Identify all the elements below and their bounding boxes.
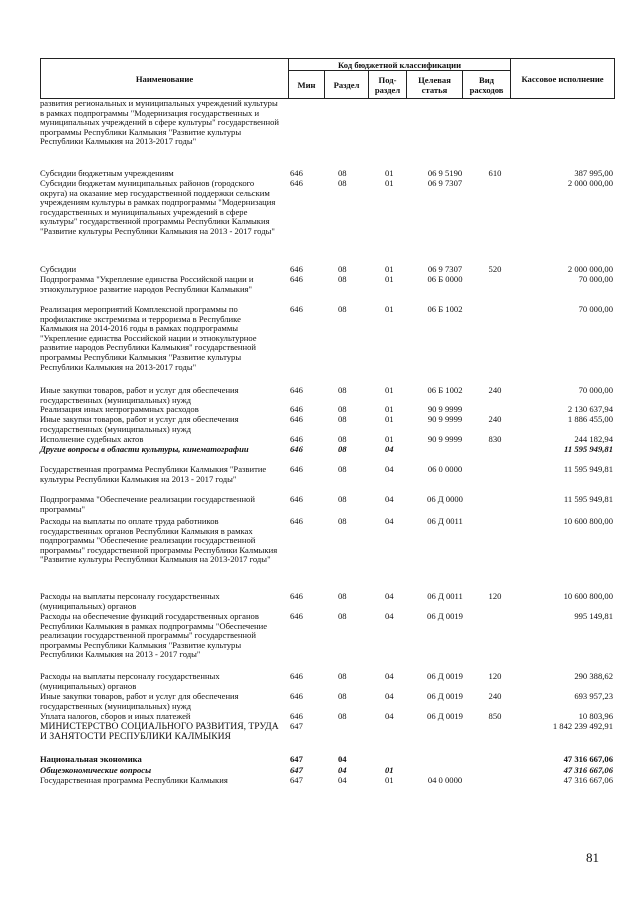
- cell-sum: 70 000,00: [578, 274, 613, 284]
- cell-podrazdel: 01: [385, 404, 394, 414]
- cell-celevaya: 90 9 9999: [427, 404, 463, 414]
- cell-razdel: 08: [338, 611, 347, 621]
- cell-min: 646: [290, 385, 303, 395]
- cell-min: 646: [290, 464, 303, 474]
- header-name: Наименование: [41, 59, 289, 99]
- cell-sum: 2 000 000,00: [567, 178, 613, 188]
- cell-razdel: 08: [338, 385, 347, 395]
- cell-name: МИНИСТЕРСТВО СОЦИАЛЬНОГО РАЗВИТИЯ, ТРУДА И ЗАНЯТОСТИ РЕСПУБЛИКИ КАЛМЫКИЯ: [40, 721, 279, 742]
- cell-sum: 244 182,94: [574, 434, 613, 444]
- cell-razdel: 08: [338, 671, 347, 681]
- cell-vid: 610: [488, 168, 502, 178]
- cell-name: развития региональных и муниципальных учреждений культуры в рамках подпрограммы "Модернизация государственных и муниципальных учреждений в сфере культуры" государственной программы Республики Калмыкия "Развитие культуры Республики Калмыкия на 2013-2017 годы": [40, 98, 279, 147]
- cell-min: 646: [290, 404, 303, 414]
- header-razdel: Раздел: [325, 71, 369, 99]
- cell-razdel: 08: [338, 434, 347, 444]
- cell-name: Субсидии: [40, 264, 77, 274]
- cell-celevaya: 06 Б 0000: [427, 274, 463, 284]
- cell-name: Подпрограмма "Обеспечение реализации государственной программы": [40, 494, 255, 514]
- cell-name: Государственная программа Республики Калмыкия "Развитие культуры Республики Калмыкия на 2013 - 2017 годы": [40, 464, 267, 484]
- cell-razdel: 08: [338, 264, 347, 274]
- cell-name: Субсидии бюджетным учреждениям: [40, 168, 174, 178]
- cell-min: 646: [290, 434, 303, 444]
- cell-podrazdel: 04: [385, 711, 394, 721]
- cell-vid: 520: [488, 264, 502, 274]
- cell-name: Исполнение судебных актов: [40, 434, 144, 444]
- cell-podrazdel: 01: [385, 168, 394, 178]
- cell-podrazdel: 01: [385, 434, 394, 444]
- cell-celevaya: 06 9 5190: [427, 168, 463, 178]
- header-min: Мин: [289, 71, 325, 99]
- cell-min: 646: [290, 494, 303, 504]
- cell-podrazdel: 01: [385, 385, 394, 395]
- cell-podrazdel: 04: [385, 671, 394, 681]
- cell-name: Расходы на выплаты персоналу государственных (муниципальных) органов: [40, 671, 220, 691]
- cell-min: 646: [290, 304, 303, 314]
- cell-min: 646: [290, 274, 303, 284]
- cell-sum: 290 388,62: [574, 671, 613, 681]
- cell-sum: 47 316 667,06: [563, 765, 613, 775]
- cell-podrazdel: 04: [385, 464, 394, 474]
- cell-sum: 693 957,23: [574, 691, 613, 701]
- cell-min: 646: [290, 711, 303, 721]
- cell-name: Расходы на обеспечение функций государственных органов Республики Калмыкия в рамках подпрограммы "Обеспечение реализации государственной программы" государственной программы Республики Калмыкия "Развитие культуры Республики Калмыкия на 2013 - 2017 годы": [40, 611, 268, 660]
- cell-sum: 387 995,00: [574, 168, 613, 178]
- cell-podrazdel: 04: [385, 516, 394, 526]
- cell-razdel: 08: [338, 414, 347, 424]
- cell-min: 647: [290, 721, 303, 731]
- cell-min: 646: [290, 691, 303, 701]
- cell-sum: 10 600 800,00: [563, 516, 613, 526]
- cell-vid: 120: [488, 591, 502, 601]
- cell-name: Уплата налогов, сборов и иных платежей: [40, 711, 191, 721]
- header-kassovoe: Кассовое исполнение: [511, 59, 615, 99]
- cell-razdel: 08: [338, 274, 347, 284]
- cell-razdel: 08: [338, 178, 347, 188]
- cell-min: 647: [290, 754, 303, 764]
- cell-sum: 47 316 667,06: [563, 775, 613, 785]
- cell-celevaya: 06 Д 0011: [427, 591, 463, 601]
- cell-sum: 1 886 455,00: [567, 414, 613, 424]
- header-celevaya: Целевая статья: [407, 71, 463, 99]
- cell-sum: 70 000,00: [578, 304, 613, 314]
- cell-name: Другие вопросы в области культуры, кинематографии: [40, 444, 249, 454]
- cell-sum: 11 595 949,81: [563, 464, 613, 474]
- cell-celevaya: 06 9 7307: [427, 264, 463, 274]
- cell-name: Общеэкономические вопросы: [40, 765, 152, 775]
- cell-sum: 2 000 000,00: [567, 264, 613, 274]
- cell-celevaya: 06 Д 0019: [427, 711, 463, 721]
- cell-vid: 830: [488, 434, 502, 444]
- cell-celevaya: 06 Б 1002: [427, 304, 463, 314]
- cell-name: Национальная экономика: [40, 754, 142, 764]
- cell-min: 646: [290, 264, 303, 274]
- cell-celevaya: 06 Д 0000: [427, 494, 463, 504]
- cell-min: 646: [290, 591, 303, 601]
- header-podrazdel: Под-раздел: [369, 71, 407, 99]
- cell-celevaya: 06 Д 0019: [427, 671, 463, 681]
- cell-celevaya: 06 Д 0019: [427, 611, 463, 621]
- cell-razdel: 08: [338, 691, 347, 701]
- cell-celevaya: 06 Д 0011: [427, 516, 463, 526]
- cell-name: Расходы на выплаты персоналу государственных (муниципальных) органов: [40, 591, 220, 611]
- cell-vid: 240: [488, 691, 502, 701]
- cell-min: 646: [290, 671, 303, 681]
- cell-min: 646: [290, 414, 303, 424]
- cell-name: Субсидии бюджетам муниципальных районов (городского округа) на оказание мер государственной поддержки сельским учреждениям культуры в рамках подпрограммы "Модернизация государственных и муниципальных учреждений в сфере культуры" государственной программы Республики Калмыкия "Развитие культуры Республики Калмыкия на 2013 - 2017 годы": [40, 178, 276, 236]
- cell-celevaya: 04 0 0000: [427, 775, 463, 785]
- cell-name: Иные закупки товаров, работ и услуг для обеспечения государственных (муниципальных) нужд: [40, 385, 239, 405]
- cell-sum: 11 595 949,81: [563, 494, 613, 504]
- cell-razdel: 04: [338, 754, 347, 764]
- cell-razdel: 08: [338, 444, 347, 454]
- cell-podrazdel: 01: [385, 775, 394, 785]
- header-vid: Вид расходов: [463, 71, 511, 99]
- cell-min: 646: [290, 516, 303, 526]
- cell-sum: 10 600 800,00: [563, 591, 613, 601]
- cell-sum: 1 842 239 492,91: [552, 721, 613, 731]
- cell-podrazdel: 04: [385, 611, 394, 621]
- cell-celevaya: 06 0 0000: [427, 464, 463, 474]
- cell-vid: 850: [488, 711, 502, 721]
- cell-sum: 10 803,96: [578, 711, 613, 721]
- cell-podrazdel: 01: [385, 414, 394, 424]
- cell-celevaya: 90 9 9999: [427, 434, 463, 444]
- cell-celevaya: 90 9 9999: [427, 414, 463, 424]
- cell-sum: 2 130 637,94: [567, 404, 613, 414]
- cell-sum: 47 316 667,06: [563, 754, 613, 764]
- cell-min: 646: [290, 178, 303, 188]
- cell-podrazdel: 01: [385, 264, 394, 274]
- cell-sum: 70 000,00: [578, 385, 613, 395]
- cell-razdel: 04: [338, 765, 347, 775]
- cell-min: 646: [290, 611, 303, 621]
- cell-razdel: 08: [338, 711, 347, 721]
- cell-razdel: 08: [338, 464, 347, 474]
- page-number: 81: [586, 850, 599, 865]
- cell-razdel: 08: [338, 404, 347, 414]
- cell-name: Реализация иных непрограммных расходов: [40, 404, 199, 414]
- cell-podrazdel: 01: [385, 178, 394, 188]
- cell-name: Расходы на выплаты по оплате труда работников государственных органов Республики Калмыкия в рамках подпрограммы "Обеспечение реализации государственной программы" государственной программы Республики Калмыкия "Развитие культуры Республики Калмыкия на 2013-2017 годы": [40, 516, 278, 565]
- cell-razdel: 04: [338, 775, 347, 785]
- cell-sum: 11 595 949,81: [564, 444, 613, 454]
- cell-name: Подпрограмма "Укрепление единства Российской нации и этнокультурное развитие народов Республики Калмыкия": [40, 274, 254, 294]
- table-header: [40, 58, 615, 99]
- cell-name: Реализация мероприятий Комплексной программы по профилактике экстремизма и терроризма в Республике Калмыкия на 2014-2016 годы в рамках подпрограммы "Укрепление единства Российской нации и этнокультурное развитие народов Республики Калмыкия" государственной программы Республики Калмыкия "Развитие культуры Республики Калмыкия на 2013-2017 годы": [40, 304, 257, 372]
- cell-razdel: 08: [338, 304, 347, 314]
- cell-min: 646: [290, 444, 303, 454]
- cell-min: 647: [290, 775, 303, 785]
- budget-table: [40, 58, 614, 785]
- cell-podrazdel: 01: [385, 765, 394, 775]
- cell-podrazdel: 04: [385, 591, 394, 601]
- cell-celevaya: 06 Б 1002: [427, 385, 463, 395]
- cell-name: Иные закупки товаров, работ и услуг для обеспечения государственных (муниципальных) нужд: [40, 691, 239, 711]
- cell-vid: 120: [488, 671, 502, 681]
- cell-name: Государственная программа Республики Калмыкия: [40, 775, 228, 785]
- cell-podrazdel: 01: [385, 274, 394, 284]
- cell-podrazdel: 04: [385, 494, 394, 504]
- cell-razdel: 08: [338, 168, 347, 178]
- cell-vid: 240: [488, 385, 502, 395]
- cell-celevaya: 06 Д 0019: [427, 691, 463, 701]
- cell-sum: 995 149,81: [574, 611, 613, 621]
- cell-podrazdel: 01: [385, 304, 394, 314]
- cell-podrazdel: 04: [385, 691, 394, 701]
- cell-celevaya: 06 9 7307: [427, 178, 463, 188]
- header-code-group: Код бюджетной классификации: [289, 59, 511, 71]
- cell-razdel: 08: [338, 516, 347, 526]
- cell-podrazdel: 04: [385, 444, 394, 454]
- cell-razdel: 08: [338, 591, 347, 601]
- cell-name: Иные закупки товаров, работ и услуг для обеспечения государственных (муниципальных) нужд: [40, 414, 239, 434]
- cell-min: 647: [290, 765, 303, 775]
- cell-vid: 240: [488, 414, 502, 424]
- cell-min: 646: [290, 168, 303, 178]
- cell-razdel: 08: [338, 494, 347, 504]
